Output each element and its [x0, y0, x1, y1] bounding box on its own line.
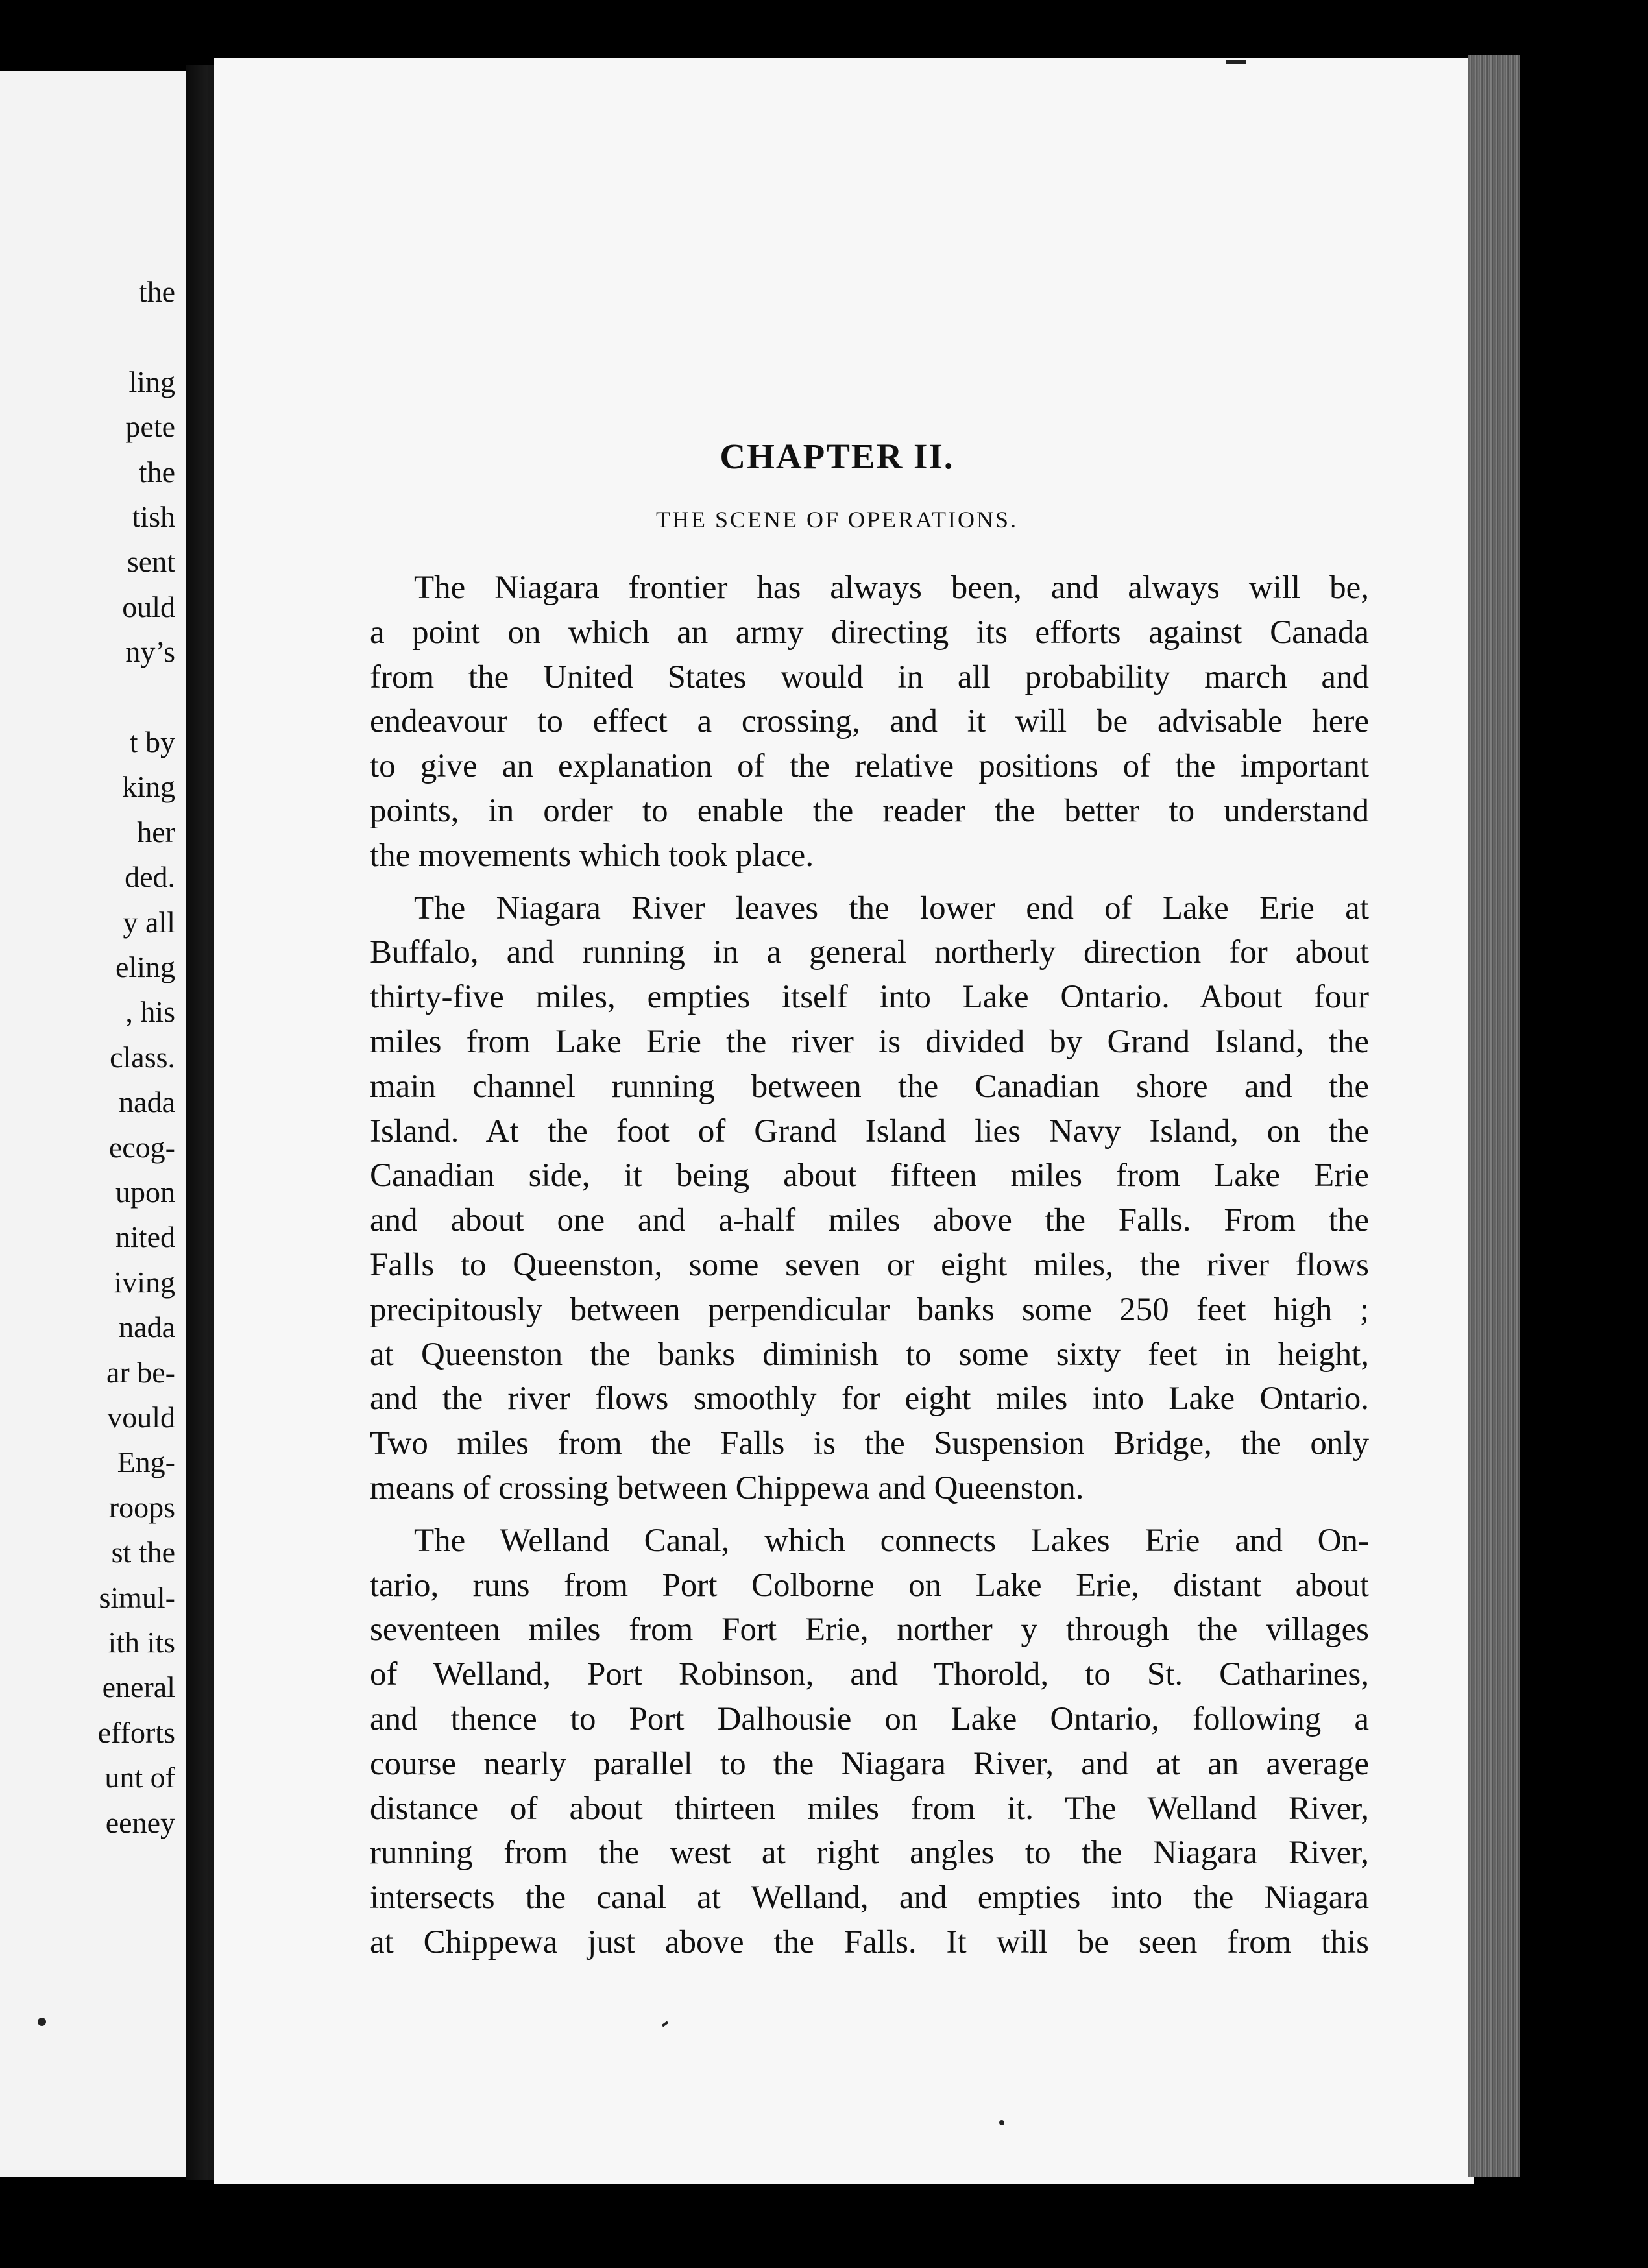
text-line: The Niagara frontier has always been, and always will be, [414, 570, 1369, 606]
text-line: tario, runs from Port Colborne on Lake Erie, distant about [370, 1567, 1369, 1604]
facing-page-line: ar be- [106, 1355, 175, 1389]
chapter-subtitle: THE SCENE OF OPERATIONS. [655, 507, 1019, 533]
facing-page-line: nada [119, 1085, 175, 1119]
ink-speck [38, 2018, 46, 2026]
text-line: and the river flows smoothly for eight miles into Lake Ontario. [370, 1381, 1369, 1418]
text-line: points, in order to enable the reader the better to understand [370, 792, 1369, 829]
text-line: at Chippewa just above the Falls. It will be seen from this [370, 1924, 1369, 1960]
facing-page-line: ded. [125, 860, 175, 894]
ink-speck [1226, 60, 1246, 64]
facing-page-line: ith its [108, 1626, 175, 1659]
paragraph-gap [370, 1511, 1369, 1519]
facing-page-line: nited [115, 1220, 175, 1254]
facing-page-line: the [138, 275, 175, 308]
facing-page-line: y all [123, 905, 175, 939]
facing-page-line: ny’s [125, 635, 175, 669]
facing-page-line: unt of [104, 1761, 175, 1794]
text-line: precipitously between perpendicular banks some 250 feet high ; [370, 1291, 1369, 1328]
text-line: thirty-five miles, empties itself into Lake Ontario. About four [370, 979, 1369, 1016]
facing-page-line: her [137, 815, 175, 849]
facing-page-line: roops [108, 1490, 175, 1524]
facing-page-line: iving [114, 1265, 175, 1299]
text-line: Buffalo, and running in a general northerly direction for about [370, 934, 1369, 971]
text-line: and about one and a-half miles above the Falls. From the [370, 1202, 1369, 1239]
text-line: Island. At the foot of Grand Island lies Navy Island, on the [370, 1113, 1369, 1150]
facing-page-line: eneral [102, 1671, 175, 1704]
facing-page-fragment [0, 71, 186, 2177]
text-line: Canadian side, it being about fifteen miles from Lake Erie [370, 1157, 1369, 1194]
text-line: distance of about thirteen miles from it. The Welland River, [370, 1790, 1369, 1827]
paragraph-gap [370, 878, 1369, 886]
text-line: to give an explanation of the relative positions of the important [370, 748, 1369, 785]
text-line: means of crossing between Chippewa and Queenston. [370, 1469, 1084, 1506]
text-line: intersects the canal at Welland, and empties into the Niagara [370, 1879, 1369, 1916]
facing-page-line: ecog- [108, 1130, 175, 1164]
chapter-body-text [370, 566, 1369, 1965]
paragraph [370, 886, 1369, 1511]
ink-speck [999, 2120, 1004, 2125]
text-line: Two miles from the Falls is the Suspension Bridge, the only [370, 1425, 1369, 1462]
facing-page-line: , his [125, 995, 175, 1029]
facing-page-line: efforts [97, 1715, 175, 1749]
text-line: course nearly parallel to the Niagara River, and at an average [370, 1745, 1369, 1782]
text-line: running from the west at right angles to the Niagara River, [370, 1835, 1369, 1872]
facing-page-line: eeney [105, 1805, 175, 1839]
facing-page-line: sent [127, 545, 175, 579]
facing-page-line: king [122, 770, 175, 804]
text-line: main channel running between the Canadian shore and the [370, 1068, 1369, 1105]
text-line: The Niagara River leaves the lower end of Lake Erie at [414, 889, 1369, 926]
facing-page-line: vould [107, 1401, 175, 1434]
facing-page-line: pete [125, 410, 175, 444]
paragraph [370, 566, 1369, 878]
facing-page-line: tish [132, 500, 175, 533]
text-line: endeavour to effect a crossing, and it will be advisable here [370, 703, 1369, 740]
text-line: at Queenston the banks diminish to some sixty feet in height, [370, 1336, 1369, 1373]
paragraph [370, 1519, 1369, 1965]
page-edge-shading [1468, 55, 1520, 2177]
text-line: miles from Lake Erie the river is divided by Grand Island, the [370, 1023, 1369, 1060]
facing-page-line: upon [115, 1176, 175, 1209]
text-line: Falls to Queenston, some seven or eight miles, the river flows [370, 1246, 1369, 1283]
text-line: of Welland, Port Robinson, and Thorold, to St. Catharines, [370, 1656, 1369, 1693]
text-line: the movements which took place. [370, 837, 814, 874]
text-line: seventeen miles from Fort Erie, norther y through the villages [370, 1611, 1369, 1648]
facing-page-text [0, 71, 186, 2177]
facing-page-line: st the [111, 1536, 175, 1569]
facing-page-line: ling [128, 365, 175, 398]
text-line: The Welland Canal, which connects Lakes Erie and On- [414, 1522, 1369, 1559]
facing-page-line: the [138, 455, 175, 489]
facing-page-line: ould [122, 590, 175, 623]
facing-page-line: simul- [99, 1580, 175, 1614]
text-line: a point on which an army directing its efforts against Canada [370, 614, 1369, 651]
text-line: from the United States would in all probability march and [370, 658, 1369, 695]
facing-page-line: eling [115, 950, 175, 983]
facing-page-line: class. [110, 1040, 175, 1074]
facing-page-line: Eng- [117, 1445, 175, 1479]
facing-page-line: t by [129, 725, 175, 758]
text-line: and thence to Port Dalhousie on Lake Ontario, following a [370, 1700, 1369, 1737]
facing-page-line: nada [119, 1310, 175, 1344]
chapter-title: CHAPTER II. [720, 437, 954, 476]
